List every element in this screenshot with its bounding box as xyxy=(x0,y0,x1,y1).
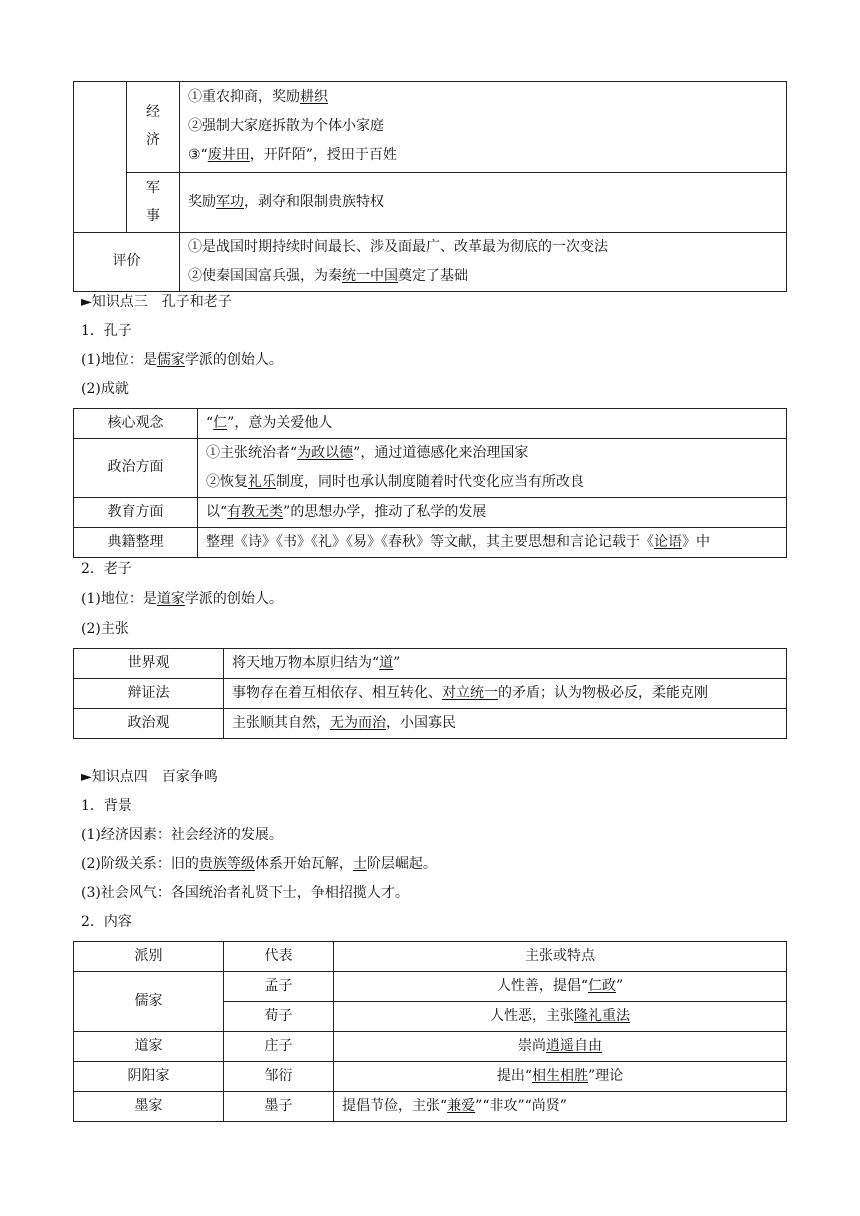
confucius-row-label: 政治方面 xyxy=(74,439,198,498)
military-label: 军 事 xyxy=(127,173,180,233)
background-title: 1．背景 xyxy=(81,798,132,814)
header-ideas: 主张或特点 xyxy=(334,942,787,972)
school-cell: 墨家 xyxy=(74,1092,224,1122)
header-representative: 代表 xyxy=(224,942,334,972)
representative-cell: 墨子 xyxy=(224,1092,334,1122)
ideas-cell: 崇尚逍遥自由 xyxy=(334,1032,787,1062)
representative-cell: 荀子 xyxy=(224,1002,334,1032)
military-content: 奖励军功，剥夺和限制贵族特权 xyxy=(180,173,787,233)
laozi-row-content: 事物存在着互相依存、相互转化、对立统一的矛盾；认为物极必反，柔能克刚 xyxy=(224,679,787,709)
section4-heading: ►知识点四 百家争鸣 xyxy=(81,769,218,785)
evaluation-item-1: ①是战国时期持续时间最长、涉及面最广、改革最为彻底的一次变法 xyxy=(188,238,608,255)
background-item-3: (3)社会风气：各国统治者礼贤下士，争相招揽人才。 xyxy=(81,885,409,901)
confucius-row-content: 以“有教无类”的思想办学，推动了私学的发展 xyxy=(198,498,787,528)
representative-cell: 邹衍 xyxy=(224,1062,334,1092)
representative-cell: 孟子 xyxy=(224,972,334,1002)
confucius-title: 1．孔子 xyxy=(81,323,132,339)
laozi-row-label: 政治观 xyxy=(74,709,224,739)
schools-table xyxy=(73,941,787,1122)
evaluation-label: 评价 xyxy=(74,233,180,292)
confucius-table xyxy=(73,408,787,558)
evaluation-item-2: ②使秦国国富兵强，为秦 统一中国 奠定了基础 xyxy=(188,267,468,284)
economy-item-1: ①重农抑商，奖励 耕织 xyxy=(188,89,328,106)
laozi-row-content: 主张顺其自然，无为而治，小国寡民 xyxy=(224,709,787,739)
economy-content xyxy=(180,82,787,173)
confucius-achievements-title: (2)成就 xyxy=(81,381,129,397)
laozi-row-label: 世界观 xyxy=(74,649,224,679)
background-item-2: (2)阶级关系：旧的贵族等级体系开始瓦解，士阶层崛起。 xyxy=(81,856,437,872)
ideas-cell: 人性恶，主张隆礼重法 xyxy=(334,1002,787,1032)
confucius-row-label: 核心观念 xyxy=(74,409,198,439)
reform-table xyxy=(73,81,787,292)
economy-item-3: ③“ 废井田 ，开阡陌”，授田于百姓 xyxy=(188,147,397,164)
reform-empty-cell xyxy=(74,82,127,233)
confucius-row-content: 整理《诗》《书》《礼》《易》《春秋》等文献，其主要思想和言论记载于《论语》中 xyxy=(198,528,787,558)
confucius-status: (1)地位：是儒家学派的创始人。 xyxy=(81,352,283,368)
confucius-row-content: ①主张统治者“ 为政以德 ”，通过道德感化来治理国家 ②恢复 礼乐 制度，同时也承认制度随着时代变化应当有所改良 xyxy=(198,439,787,498)
ideas-cell: 人性善，提倡“仁政” xyxy=(334,972,787,1002)
laozi-ideas-title: (2)主张 xyxy=(81,621,129,637)
school-cell: 道家 xyxy=(74,1032,224,1062)
confucius-row-label: 典籍整理 xyxy=(74,528,198,558)
laozi-table xyxy=(73,648,787,739)
school-cell: 阴阳家 xyxy=(74,1062,224,1092)
ideas-cell: 提倡节俭，主张“兼爱”“非攻”“尚贤” xyxy=(334,1092,787,1122)
confucius-row-content: “仁”，意为关爱他人 xyxy=(198,409,787,439)
laozi-title: 2．老子 xyxy=(81,561,132,577)
section3-heading: ►知识点三 孔子和老子 xyxy=(81,294,232,310)
laozi-row-content: 将天地万物本原归结为“道” xyxy=(224,649,787,679)
background-item-1: (1)经济因素：社会经济的发展。 xyxy=(81,827,283,843)
representative-cell: 庄子 xyxy=(224,1032,334,1062)
content-title: 2．内容 xyxy=(81,914,132,930)
laozi-row-label: 辩证法 xyxy=(74,679,224,709)
ideas-cell: 提出“相生相胜”理论 xyxy=(334,1062,787,1092)
confucius-row-label: 教育方面 xyxy=(74,498,198,528)
header-school: 派别 xyxy=(74,942,224,972)
school-cell: 儒家 xyxy=(74,972,224,1032)
economy-label: 经 济 xyxy=(127,82,180,173)
evaluation-content xyxy=(180,233,787,292)
economy-item-2: ②强制大家庭拆散为个体小家庭 xyxy=(188,118,384,135)
laozi-status: (1)地位：是道家学派的创始人。 xyxy=(81,591,283,607)
